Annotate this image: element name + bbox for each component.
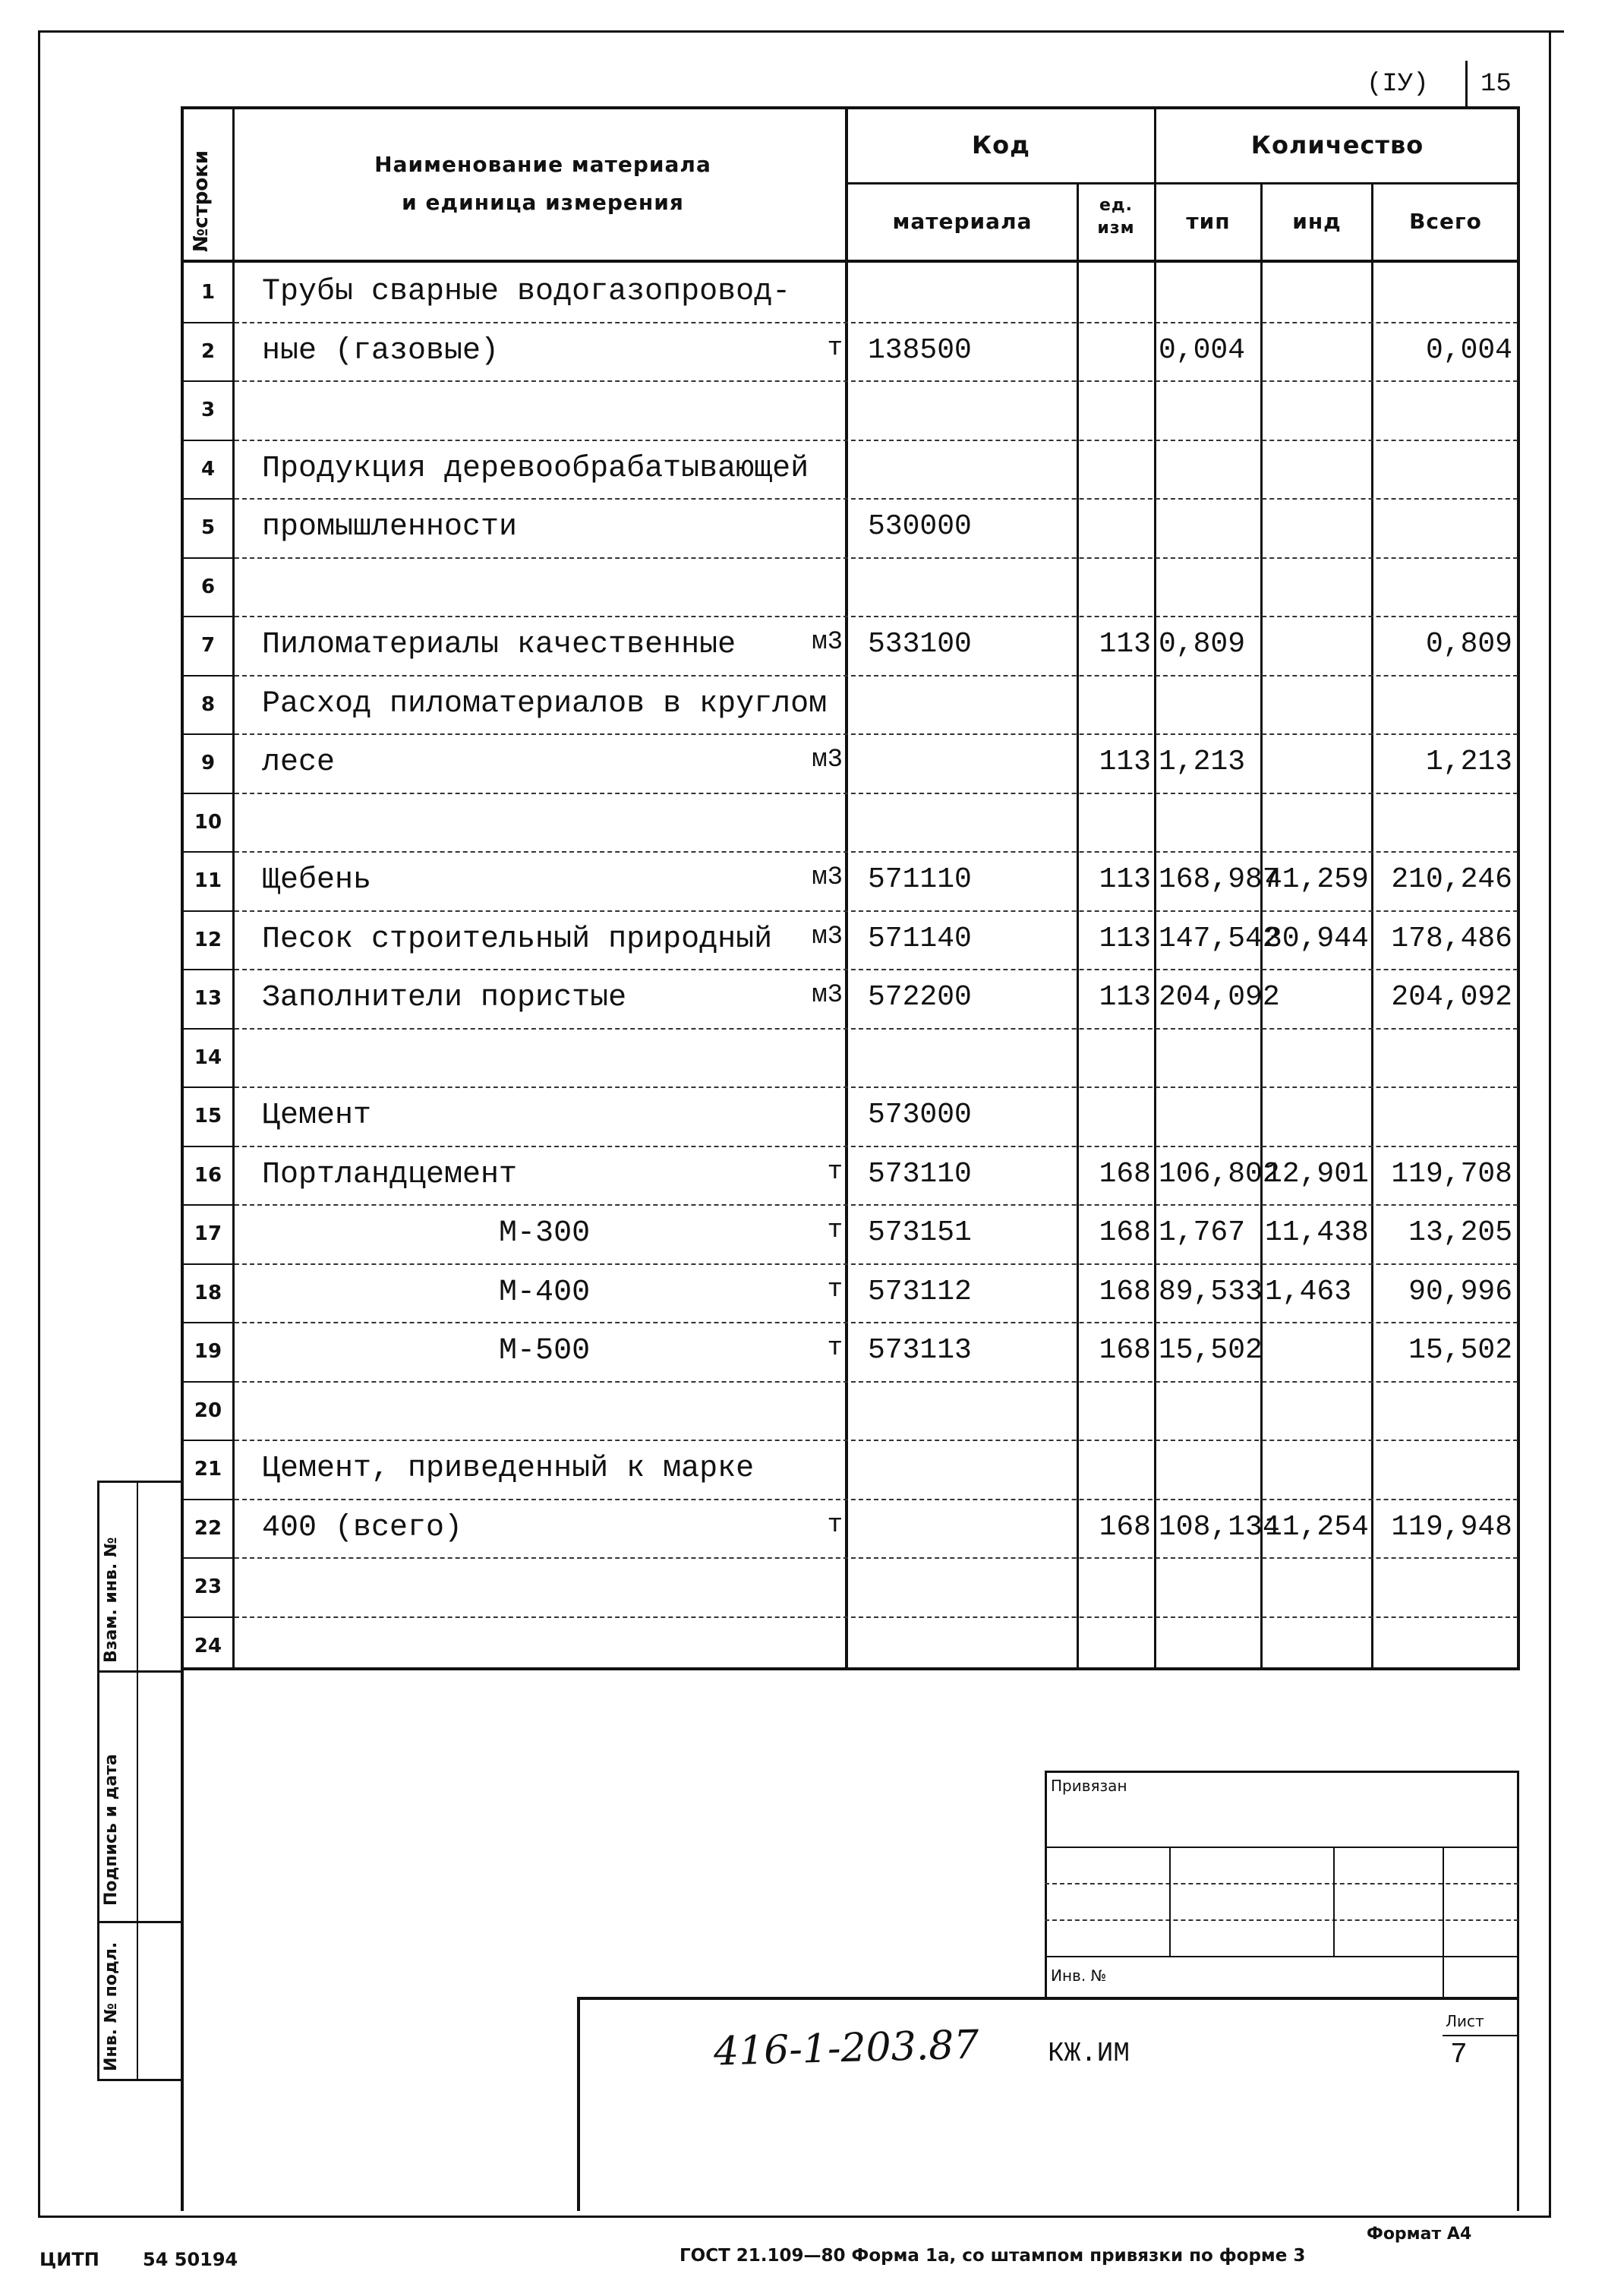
- material-name: ные (газовые): [262, 333, 500, 368]
- unit-of-measure: м3: [812, 746, 843, 774]
- unit-of-measure: т: [827, 1216, 843, 1245]
- header-row-no: №строки: [190, 150, 213, 252]
- material-code: 573110: [868, 1157, 972, 1191]
- inv-no-label: Инв. №: [1051, 1966, 1107, 1985]
- outer-border-right: [1549, 30, 1551, 2217]
- qty-total: 13,205: [1408, 1216, 1512, 1249]
- header-quantity: Количество: [1250, 131, 1424, 159]
- material-name: Цемент: [262, 1099, 372, 1133]
- header-qty-total: Всего: [1409, 209, 1482, 234]
- material-name: Расход пиломатериалов в круглом: [262, 686, 828, 721]
- row-number: 15: [194, 1105, 222, 1128]
- material-name: М-300: [262, 1216, 591, 1250]
- qty-ind: 1,463: [1265, 1275, 1352, 1308]
- row-number: 24: [194, 1634, 222, 1657]
- row-number: 12: [194, 928, 222, 951]
- footer-gost: ГОСТ 21.109—80 Форма 1а, со штампом привязки по форме 3: [680, 2246, 1306, 2266]
- table-left: [181, 106, 184, 2211]
- privyazan-label: Привязан: [1051, 1777, 1127, 1795]
- outer-border-left: [38, 30, 40, 2217]
- unit-code: 168: [1099, 1510, 1151, 1544]
- qty-total: 15,502: [1408, 1334, 1512, 1367]
- qty-ind: 30,944: [1265, 922, 1369, 955]
- page-number: 15: [1480, 70, 1512, 99]
- unit-of-measure: т: [827, 1510, 843, 1540]
- qty-tip: 0,004: [1159, 333, 1246, 367]
- qty-tip: 89,533: [1159, 1275, 1263, 1308]
- row-number: 7: [200, 634, 216, 657]
- material-name: М-500: [262, 1334, 591, 1368]
- unit-code: 168: [1099, 1157, 1151, 1191]
- row-number: 17: [194, 1222, 222, 1245]
- material-code: 573112: [868, 1275, 972, 1308]
- qty-tip: 168,987: [1159, 863, 1280, 896]
- qty-tip: 106,802: [1159, 1157, 1280, 1191]
- material-code: 573000: [868, 1099, 972, 1131]
- header-name-line1: Наименование материала: [374, 152, 711, 177]
- row-number: 16: [194, 1163, 222, 1187]
- unit-code: 168: [1099, 1334, 1151, 1367]
- qty-total: 0,004: [1425, 333, 1512, 367]
- unit-of-measure: м3: [812, 628, 843, 657]
- format-label: Формат А4: [1367, 2225, 1472, 2244]
- unit-of-measure: т: [827, 1334, 843, 1363]
- material-name: Цемент, приведенный к марке: [262, 1452, 755, 1486]
- material-name: Трубы сварные водогазопровод-: [262, 275, 791, 309]
- material-name: М-400: [262, 1275, 591, 1310]
- qty-total: 119,708: [1391, 1157, 1512, 1191]
- unit-of-measure: т: [827, 1157, 843, 1187]
- row-number: 3: [200, 399, 216, 421]
- qty-tip: 1,767: [1159, 1216, 1246, 1249]
- outer-border-bottom: [38, 2216, 1551, 2218]
- qty-total: 119,948: [1391, 1510, 1512, 1544]
- sheet-number: 7: [1450, 2039, 1468, 2071]
- material-name: Портландцемент: [262, 1157, 518, 1192]
- unit-code: 113: [1099, 863, 1151, 896]
- qty-ind: 41,259: [1265, 863, 1369, 896]
- material-name: Продукция деревообрабатывающей: [262, 451, 809, 486]
- row-number: 21: [194, 1458, 222, 1481]
- unit-of-measure: м3: [812, 981, 843, 1010]
- unit-code: 168: [1099, 1275, 1151, 1308]
- material-name: Щебень: [262, 863, 372, 897]
- qty-ind: 12,901: [1265, 1157, 1369, 1191]
- qty-total: 204,092: [1391, 981, 1512, 1014]
- header-qty-ind: инд: [1292, 209, 1342, 234]
- table-top: [181, 106, 1518, 109]
- row-number: 8: [200, 692, 216, 716]
- row-number: 10: [194, 810, 222, 834]
- row-number: 20: [194, 1399, 222, 1422]
- material-code: 138500: [868, 333, 972, 367]
- stamp-inv-podl: Инв. № подл.: [102, 1941, 121, 2071]
- header-qty-tip: тип: [1186, 209, 1231, 234]
- unit-of-measure: м3: [812, 863, 843, 892]
- row-number: 22: [194, 1516, 222, 1540]
- unit-code: 113: [1099, 746, 1151, 778]
- material-name: Пиломатериалы качественные: [262, 628, 736, 662]
- material-name: промышленности: [262, 510, 518, 544]
- unit-code: 113: [1099, 628, 1151, 661]
- row-number: 19: [194, 1340, 222, 1363]
- qty-total: 90,996: [1408, 1275, 1512, 1308]
- row-number: 18: [194, 1281, 222, 1304]
- stamp-podpis: Подпись и дата: [102, 1754, 121, 1906]
- qty-tip: 1,213: [1159, 746, 1246, 778]
- row-number: 23: [194, 1575, 222, 1598]
- row-number: 11: [194, 869, 222, 892]
- qty-tip: 147,542: [1159, 922, 1280, 955]
- sheet-label: Лист: [1446, 2012, 1484, 2030]
- row-number: 9: [200, 752, 216, 774]
- footer-code: 54 50194: [143, 2249, 238, 2270]
- unit-of-measure: т: [827, 1275, 843, 1304]
- qty-total: 178,486: [1391, 922, 1512, 955]
- header-bottom: [181, 260, 1518, 263]
- material-code: 533100: [868, 628, 972, 661]
- material-code: 571110: [868, 863, 972, 896]
- material-name: 400 (всего): [262, 1510, 463, 1545]
- section-mark: (IУ): [1367, 70, 1429, 99]
- header-code-material: материала: [892, 209, 1033, 234]
- unit-code: 113: [1099, 922, 1151, 955]
- material-code: 530000: [868, 510, 972, 543]
- row-number: 2: [200, 339, 216, 363]
- qty-tip: 204,092: [1159, 981, 1280, 1014]
- header-code: Код: [972, 131, 1030, 159]
- outer-border-top: [38, 30, 1564, 33]
- footer-org: ЦИТП: [39, 2249, 99, 2270]
- drawing-suffix: КЖ.ИМ: [1048, 2038, 1130, 2069]
- qty-total: 210,246: [1391, 863, 1512, 896]
- qty-tip: 15,502: [1159, 1334, 1263, 1367]
- row-number: 5: [200, 516, 216, 539]
- table-bottom: [181, 1667, 1518, 1670]
- unit-of-measure: м3: [812, 922, 843, 951]
- qty-total: 0,809: [1425, 628, 1512, 661]
- header-name-line2: и единица измерения: [402, 190, 684, 215]
- row-number: 4: [200, 457, 216, 481]
- material-name: лесе: [262, 746, 336, 780]
- qty-ind: 11,254: [1265, 1510, 1369, 1544]
- qty-tip: 108,134: [1159, 1510, 1280, 1544]
- material-code: 572200: [868, 981, 972, 1014]
- unit-of-measure: т: [827, 333, 843, 363]
- row-number: 1: [200, 281, 216, 304]
- row-number: 14: [194, 1046, 222, 1069]
- table-right: [1517, 106, 1520, 1670]
- drawing-designation: 416-1-203.87: [713, 2022, 980, 2075]
- stamp-vzam: Взам. инв. №: [102, 1537, 121, 1663]
- header-code-unit-2: изм: [1097, 219, 1135, 238]
- header-code-unit-1: ед.: [1099, 196, 1134, 215]
- material-code: 573151: [868, 1216, 972, 1249]
- row-number: 6: [200, 575, 216, 598]
- unit-code: 168: [1099, 1216, 1151, 1249]
- material-name: Песок строительный природный: [262, 922, 773, 957]
- qty-tip: 0,809: [1159, 628, 1246, 661]
- unit-code: 113: [1099, 981, 1151, 1014]
- qty-total: 1,213: [1425, 746, 1512, 778]
- qty-ind: 11,438: [1265, 1216, 1369, 1249]
- material-code: 573113: [868, 1334, 972, 1367]
- material-code: 571140: [868, 922, 972, 955]
- row-number: 13: [194, 987, 222, 1010]
- material-name: Заполнители пористые: [262, 981, 627, 1015]
